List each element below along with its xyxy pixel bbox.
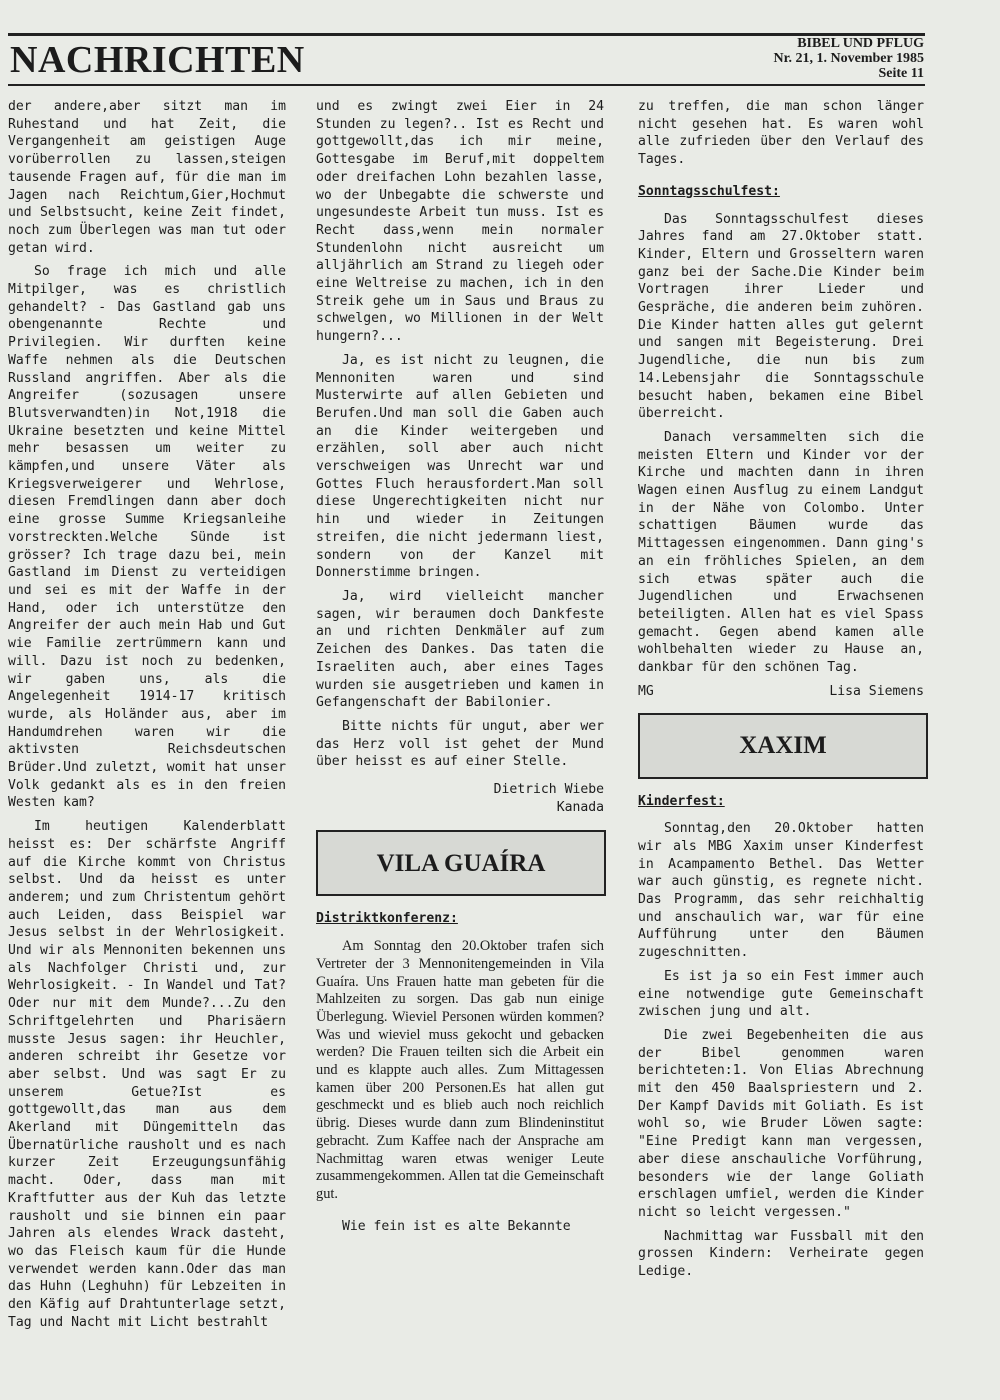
article-paragraph: zu treffen, die man schon länger nicht gesehen hat. Es waren wohl alle zufrieden über den Verlauf des Tages. xyxy=(638,99,924,168)
article-paragraph: Bitte nichts für ungut, aber wer das Herz voll ist gehet der Mund über heisst es auf einer Stelle. xyxy=(316,718,604,770)
page-number: Seite 11 xyxy=(878,66,924,81)
article-paragraph: Am Sonntag den 20.Oktober trafen sich Vertreter der 3 Mennonitengemeinden in Vila Guaíra. Uns Frauen hatte man gebeten für die Mahlzeiten zu sorgen. Das gab nun einige Überlegung. Wieviel Personen würden kommen? Was und wieviel muss gekocht und gebacken werden? Die Frauen teilten sich die Arbeit ein und es klappte auch alles. Zum Mittagessen kamen über 200 Personen.Es hat allen gut geschmeckt und es blieb auch noch reichlich übrig. Dieses wurde dann zum Blindeninstitut gebracht. Zum Kaffee nach der Ansprache am Nachmittag waren etwas weniger Leute zusammengekommen. Allen tat die Gemeinschaft gut. xyxy=(316,938,604,1202)
article-paragraph: Das Sonntagsschulfest dieses Jahres fand am 27.Oktober statt. Kinder, Eltern und Grosseltern waren ganz bei der Sache.Die Kinder beim Vortragen ihrer Lieder und Gespräche, die anderen beim zuhören. Die Kinder hatten alles gut gelernt und sangen mit Begeisterung. Drei Jugendliche, die nun bis zum 14.Lebensjahr die Sonntagsschule besucht haben, bekamen eine Bibel überreicht. xyxy=(638,211,924,422)
article-paragraph: So frage ich mich und alle Mitpilger, was es christlich gehandelt? - Das Gastland gab uns obengenannte Rechte und Privilegien. Wir durften keine Waffe nehmen als die Deutschen Russland angriffen. Aber als die Angreifer (sozusagen unsere Blutsverwandten)in Not,1918 die Ukraine besetzten und keine Mittel mehr besassen um weiter zu kämpfen,und unsere Väter als Kriegsverweigerer und Wehrlose, diesen Fremdlingen dann aber doch eine grosse Summe Kriegsanleihe vorstreckten.Welche Sünde ist grösser? Ich trage dazu bei, mein Gastland im Dienst zu verteidigen und sei es mit der Waffe in der Hand, oder ich unterstütze den Angreifer der auch mein Hab und Gut wie Familie zertrümmern kann und will. Dazu ist noch zu bedenken, wir gaben uns, als die Angelegenheit 1914-17 kritisch wurde, als Holänder aus, aber im Handumdrehen waren wir die aktivsten Reichsdeutschen Brüder.Und zuletzt, womit hat unser Volk gedankt als es in den freien Westen kam? xyxy=(8,264,286,811)
column-left xyxy=(8,98,286,1338)
publication-info xyxy=(774,36,925,81)
section-box-xaxim: XAXIM xyxy=(638,713,928,779)
article-paragraph: der andere,aber sitzt man im Ruhestand und hat Zeit, die Vergangenheit am geistigen Auge vorüberrollen zu lassen,steigen tausende Fragen auf, für die man im Jagen nach Reichtum,Gier,Hochmut und Selbstsucht, keine Zeit findet, noch zum Überlegen was man tut oder getan wird. xyxy=(8,99,286,256)
article-paragraph: Wie fein ist es alte Bekannte xyxy=(342,1218,571,1234)
section-box-vila-guaira: VILA GUAÍRA xyxy=(316,830,606,896)
header-rule-bottom xyxy=(8,84,925,86)
section-heading: Sonntagsschulfest: xyxy=(638,183,780,199)
article-paragraph: Ja, es ist nicht zu leugnen, die Mennoniten waren und sind Musterwirte auf allen Gebieten und Berufen.Und man soll die Gaben auch an die Kinder weitergeben und erzählen, soll aber auch nicht verschweigen was Unrecht war und Gottes Fluch herausfordert.Man soll diese Ungerechtigkeiten nicht nur hin und wieder in Zeitungen streifen, die nicht jedermann liest, sondern von der Kanzel mit Donnerstimme bringen. xyxy=(316,352,604,581)
author-name: Dietrich Wiebe xyxy=(493,782,604,798)
publication-name: BIBEL UND PFLUG xyxy=(797,36,924,51)
author-place: Kanada xyxy=(556,799,604,815)
article-signature xyxy=(638,683,924,701)
section-heading: Kinderfest: xyxy=(638,793,725,809)
article-paragraph: Nachmittag war Fussball mit den grossen Kindern: Verheirate gegen Ledige. xyxy=(638,1228,924,1280)
article-paragraph: Sonntag,den 20.Oktober hatten wir als MBG Xaxim unser Kinderfest in Acampamento Bethel. Das Wetter war auch günstig, es regnete nicht. Das Programm, das sehr reichhaltig und anschaulich war, war für eine Aufführung unter den Bäumen zugeschnitten. xyxy=(638,821,924,961)
column-middle xyxy=(316,98,604,1241)
author-initials: MG xyxy=(638,683,654,699)
column-right xyxy=(638,98,924,1287)
article-paragraph: Die zwei Begebenheiten die aus der Bibel genommen waren berichteten:1. Von Elias Abrechnung mit den 450 Baalspriestern und 2. Der Kampf Davids mit Goliath. Es ist wohl so, wie Bruder Löwen sagte: "Eine Predigt kann man vergessen, aber diese anschauliche Vorführung, besonders wie der lange Goliath erschlagen umfiel, werden die Kinder nicht so leicht vergessen." xyxy=(638,1027,924,1220)
article-paragraph: und es zwingt zwei Eier in 24 Stunden zu legen?.. Ist es Recht und gottgewollt,das ich mir meine, Gottesgabe im Beruf,mit doppeltem oder dreifachen Lohn bezahlen lasse, wo der Unbegabte die schwerste und ungesundeste Arbeit tun muss. Ist es Recht dass,wenn mein normaler Stundenlohn nicht ausreicht um alljährlich am Strand zu liegeh oder eine Weltreise zu machen, ich in den Streik gehe um in Saus und Braus zu schwelgen, wo Millionen in der Welt hungern?... xyxy=(316,99,604,345)
article-paragraph: Es ist ja so ein Fest immer auch eine notwendige gute Gemeinschaft zwischen jung und alt. xyxy=(638,968,924,1020)
masthead-title: NACHRICHTEN xyxy=(10,39,305,81)
issue-number: Nr. 21, 1. November 1985 xyxy=(773,51,924,66)
section-heading: Distriktkonferenz: xyxy=(316,911,458,927)
article-paragraph: Danach versammelten sich die meisten Eltern und Kinder vor der Kirche und machten dann in ihren Wagen einen Ausflug zu einem Landgut in der Nähe von Colombo. Unter schattigen Bäumen wurde das Mittagessen eingenommen. Dann ging's an ein fröhliches Spielen, an dem sich etwas später auch die Jugendlichen und Erwachsenen beteiligten. Allen hat es viel Spass gemacht. Gegen abend kamen alle wohlbehalten wieder zu Hause an, dankbar für den schönen Tag. xyxy=(638,429,924,676)
article-paragraph: Im heutigen Kalenderblatt heisst es: Der schärfste Angriff auf die Kirche kommt von Christus selbst. Und da heisst es unter anderem; und zum Christentum gehört auch Leiden, dass Beispiel war Jesus selbst in der Wehrlosigkeit. Und wir als Mennoniten bekennen uns als Nachfolger Christi und, zur Wehrlosigkeit. - In Wandel und Tat? Oder nur mit dem Munde?...Zu den Schriftgelehrten und Pharisäern musste Jesus sagen: ihr Heuchler, anderen schreibt ihr Gesetze vor aber selbst. Und was sagt Er zu unserem Getue?Ist es gottgewollt,das man aus dem Akerland mit Düngemitteln das Übernatürliche rausholt und es nach kurzer Zeit Erzeugungsunfähig macht. Oder, dass man mit Kraftfutter aus der Kuh das letzte rausholt und sie binnen ein paar Jahren als elendes Wrack dasteht, wo das Fleisch kaum für die Hunde verwendet werden kann.Oder das man das Huhn (Leghuhn) für Lebzeiten in den Käfig auf Drahtunterlage setzt, Tag und Nacht mit Licht bestrahlt xyxy=(8,819,286,1330)
author-name: Lisa Siemens xyxy=(829,683,924,699)
article-paragraph: Ja, wird vielleicht mancher sagen, wir beraumen doch Dankfeste an und richten Denkmäler auf zum Zeichen des Dankes. Das taten die Israeliten auch, aber eines Tages wurden sie ausgetrieben und kamen in Gefangenschaft der Babilonier. xyxy=(316,588,604,711)
article-signature xyxy=(316,781,604,816)
